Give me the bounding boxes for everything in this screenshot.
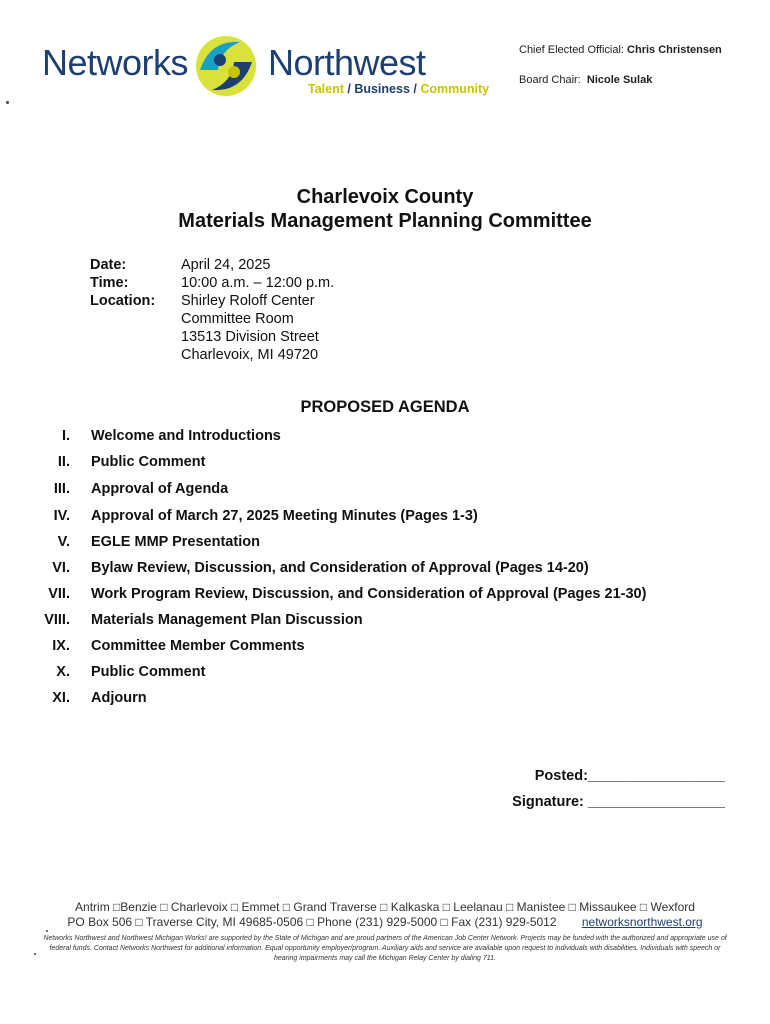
stray-dot	[34, 953, 36, 955]
footer-fine-print: Networks Northwest and Northwest Michigan Works! are supported by the State of Michigan and are proud partners of the American Job Center Network. Projects may be funded with the authorized and appropriate use of federal funds. Contact Networks Northwest for additional information. Equal opportunity employer/program. Auxiliary aids and service are available upon request to individuals with disabilities. Individuals with speech or hearing impairments may call the Michigan Relay Center by dialing 711.	[43, 935, 727, 962]
tag-sep: /	[343, 82, 355, 96]
logo-mark-icon	[190, 30, 262, 102]
stray-dot	[6, 101, 9, 104]
tag-sep: /	[409, 82, 421, 96]
agenda-item: IX. Committee Member Comments	[52, 638, 305, 654]
agenda-item: III. Approval of Agenda	[53, 481, 229, 497]
agenda-item: X. Public Comment	[56, 664, 206, 680]
agenda-item: XI. Adjourn	[52, 690, 147, 706]
posted-line: Posted:_________________	[534, 768, 725, 784]
location-label: Location:	[90, 293, 156, 309]
footer-counties: Antrim □Benzie □ Charlevoix □ Emmet □ Grand Traverse □ Kalkaska □ Leelanau □ Manistee □ Missaukee □ Wexford	[75, 900, 695, 914]
agenda-item: V. EGLE MMP Presentation	[57, 534, 260, 550]
agenda-item: IV. Approval of March 27, 2025 Meeting Minutes (Pages 1-3)	[53, 508, 478, 524]
logo-tagline	[308, 82, 489, 96]
agenda-item: VIII. Materials Management Plan Discussion	[44, 612, 363, 628]
networks-northwest-logo	[40, 28, 490, 100]
chief-elected-official: Chief Elected Official: Chris Christensen	[519, 44, 722, 56]
officials-block	[519, 44, 722, 104]
time-label: Time:	[90, 275, 129, 291]
time-value: 10:00 a.m. – 12:00 p.m.	[181, 275, 335, 291]
website-link[interactable]: networksnorthwest.org	[581, 915, 703, 929]
stray-dot	[46, 930, 48, 932]
location-line: 13513 Division Street	[181, 329, 319, 345]
signature-line: Signature: _________________	[512, 794, 725, 810]
date-value: April 24, 2025	[181, 257, 271, 273]
tag-community: Community	[420, 82, 490, 96]
location-line: Shirley Roloff Center	[181, 293, 315, 309]
agenda-item: VI. Bylaw Review, Discussion, and Consideration of Approval (Pages 14-20)	[52, 560, 589, 576]
title-committee: Materials Management Planning Committee	[178, 210, 592, 232]
tag-business: Business	[354, 82, 410, 96]
agenda-item: I. Welcome and Introductions	[61, 428, 281, 444]
location-line: Charlevoix, MI 49720	[181, 347, 319, 363]
tag-talent: Talent	[308, 82, 344, 96]
logo-word-northwest: Northwest	[268, 42, 426, 83]
agenda-item: II. Public Comment	[57, 454, 206, 470]
date-label: Date:	[90, 257, 127, 273]
title-county: Charlevoix County	[296, 186, 474, 208]
location-line: Committee Room	[181, 311, 294, 327]
logo-word-networks: Networks	[42, 42, 189, 83]
board-chair: Board Chair: Nicole Sulak	[519, 74, 653, 86]
footer-contact	[0, 915, 770, 929]
agenda-title: PROPOSED AGENDA	[300, 398, 470, 416]
agenda-item: VII. Work Program Review, Discussion, and Consideration of Approval (Pages 21-30)	[48, 586, 647, 602]
footer-address: PO Box 506 □ Traverse City, MI 49685-0506 □ Phone (231) 929-5000 □ Fax (231) 929-5012	[67, 915, 557, 929]
